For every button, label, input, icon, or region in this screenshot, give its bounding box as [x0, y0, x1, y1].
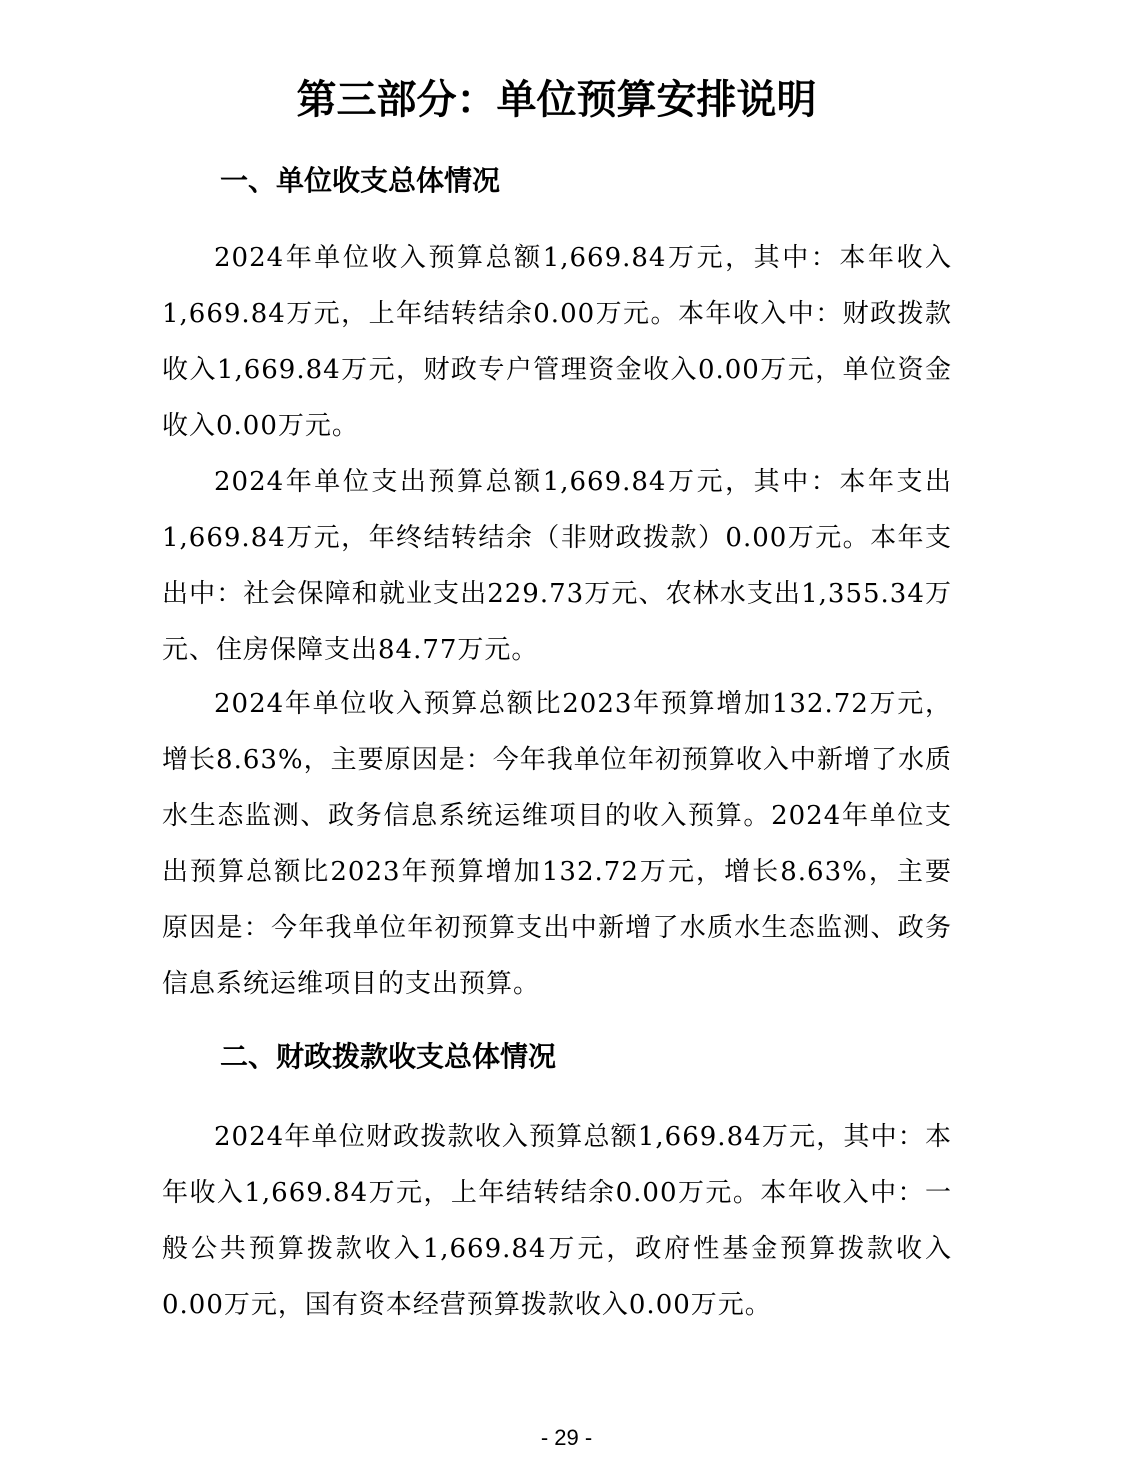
section-heading-2: 二、财政拨款收支总体情况	[220, 1040, 557, 1073]
page-number: - 29 -	[540, 1425, 593, 1450]
paragraph-fiscal-appropriation: 2024年单位财政拨款收入预算总额1,669.84万元，其中：本年收入1,669.84万元，上年结转结余0.00万元。本年收入中：一般公共预算拨款收入1,669.84万元，政府性基金预算拨款收入0.00万元，国有资本经营预算拨款收入0.00万元。	[162, 1122, 952, 1320]
section-heading-1: 一、单位收支总体情况	[220, 164, 501, 197]
paragraph-unit-income: 2024年单位收入预算总额1,669.84万元，其中：本年收入1,669.84万元，上年结转结余0.00万元。本年收入中：财政拨款收入1,669.84万元，财政专户管理资金收入0.00万元，单位资金收入0.00万元。	[162, 243, 952, 441]
paragraph-unit-expenditure: 2024年单位支出预算总额1,669.84万元，其中：本年支出1,669.84万元，年终结转结余（非财政拨款）0.00万元。本年支出中：社会保障和就业支出229.73万元、农林水支出1,355.34万元、住房保障支出84.77万元。	[162, 467, 952, 665]
paragraph-year-comparison: 2024年单位收入预算总额比2023年预算增加132.72万元，增长8.63%，主要原因是：今年我单位年初预算收入中新增了水质水生态监测、政务信息系统运维项目的收入预算。2024年单位支出预算总额比2023年预算增加132.72万元，增长8.63%，主要原因是：今年我单位年初预算支出中新增了水质水生态监测、政务信息系统运维项目的支出预算。	[162, 689, 952, 999]
page-title: 第三部分：单位预算安排说明	[296, 77, 817, 123]
